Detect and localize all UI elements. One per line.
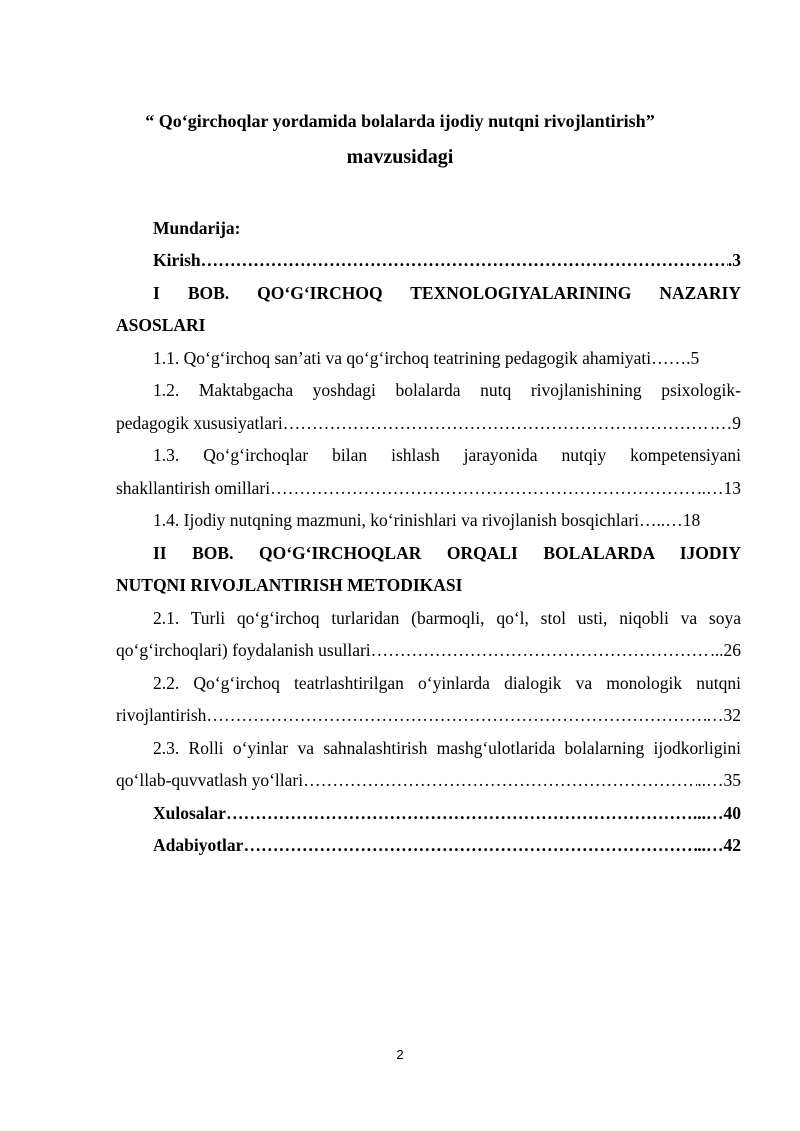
toc-page-number: .…9 [710,412,741,433]
toc-entry-2-1-line1[interactable]: 2.1. Turli qo‘g‘irchoq turlaridan (barmoqli, qo‘l, stol usti, niqobli va soya [153,607,741,628]
toc-entry-label: shakllantirish omillari [116,477,271,498]
toc-page-number: ...…40 [692,802,741,823]
toc-entry-1-3-line2[interactable] [116,472,741,505]
toc-entry-1-3-line1[interactable]: 1.3. Qo‘g‘irchoqlar bilan ishlash jarayonida nutqiy kompetensiyani [153,445,741,465]
toc-dot-leader [243,829,697,862]
toc-chapter-1-line2[interactable]: ASOSLARI [116,315,206,335]
toc-dot-leader [226,797,693,830]
toc-entry-2-3-line2[interactable] [116,764,741,797]
toc-dot-leader [206,699,706,732]
toc-entry-label: Adabiyotlar [153,835,244,855]
toc-entry-label: qo‘g‘irchoqlari) foydalanish usullari [116,640,371,660]
toc-entry-conclusions[interactable] [153,797,741,830]
toc-page-number: ..…35 [697,770,741,790]
toc-dot-leader [283,407,711,440]
toc-entry-1-1[interactable] [153,342,741,375]
toc-entry-2-2-line2[interactable] [116,699,741,732]
toc-entry-2-1-line2[interactable] [116,634,741,667]
toc-chapter-2-line1[interactable]: II BOB. QO‘G‘IRCHOQLAR ORQALI BOLALARDA IJODIY [153,542,741,563]
toc-page-number: …..…18 [639,510,701,530]
toc-entry-label: rivojlantirish [116,705,207,725]
toc-dot-leader [270,472,697,505]
toc-page-number: …32 [706,705,741,725]
toc-entry-label: pedagogik xususiyatlari [116,412,283,433]
toc-entry-label: Kirish [153,250,201,270]
toc-page-number: …….5 [651,347,700,368]
document-subtitle: mavzusidagi [346,146,454,168]
toc-entry-1-2-line1[interactable]: 1.2. Maktabgacha yoshdagi bolalarda nutq rivojlanishining psixologik- [153,380,741,400]
toc-entry-2-3-line1[interactable]: 2.3. Rolli o‘yinlar va sahnalashtirish mashg‘ulotlarida bolalarning ijodkorligini [153,737,741,758]
page-number: 2 [396,1047,404,1062]
toc-entry-1-4[interactable] [153,504,741,537]
toc-dot-leader [371,634,711,667]
toc-chapter-1-line1[interactable]: I BOB. QO‘G‘IRCHOQ TEXNOLOGIYALARINING NAZARIY [153,282,741,303]
toc-page-number: .3 [727,250,741,270]
toc-dot-leader [303,764,697,797]
toc-dot-leader [201,244,728,277]
document-title: “ Qo‘girchoqlar yordamida bolalarda ijodiy nutqni rivojlantirish” [145,111,655,131]
toc-entry-introduction[interactable] [153,244,741,277]
toc-entry-label: 1.1. Qo‘g‘irchoq san’ati va qo‘g‘irchoq teatrining pedagogik ahamiyati [153,347,652,368]
toc-page-number: ..…42 [697,835,741,855]
toc-entry-references[interactable] [153,829,741,862]
toc-entry-2-2-line1[interactable]: 2.2. Qo‘g‘irchoq teatrlashtirilgan o‘yinlarda dialogik va monologik nutqni [153,672,741,693]
toc-page-number: ...26 [710,640,741,660]
toc-entry-label: 1.4. Ijodiy nutqning mazmuni, ko‘rinishlari va rivojlanish bosqichlari [153,510,640,530]
toc-chapter-2-line2[interactable]: NUTQNI RIVOJLANTIRISH METODIKASI [116,575,463,595]
toc-page-number: ..…13 [697,477,741,498]
toc-heading: Mundarija: [153,218,241,238]
toc-entry-label: qo‘llab-quvvatlash yo‘llari [116,770,304,790]
table-of-contents [116,212,741,862]
toc-entry-1-2-line2[interactable] [116,407,741,440]
toc-entry-label: Xulosalar [153,802,226,823]
